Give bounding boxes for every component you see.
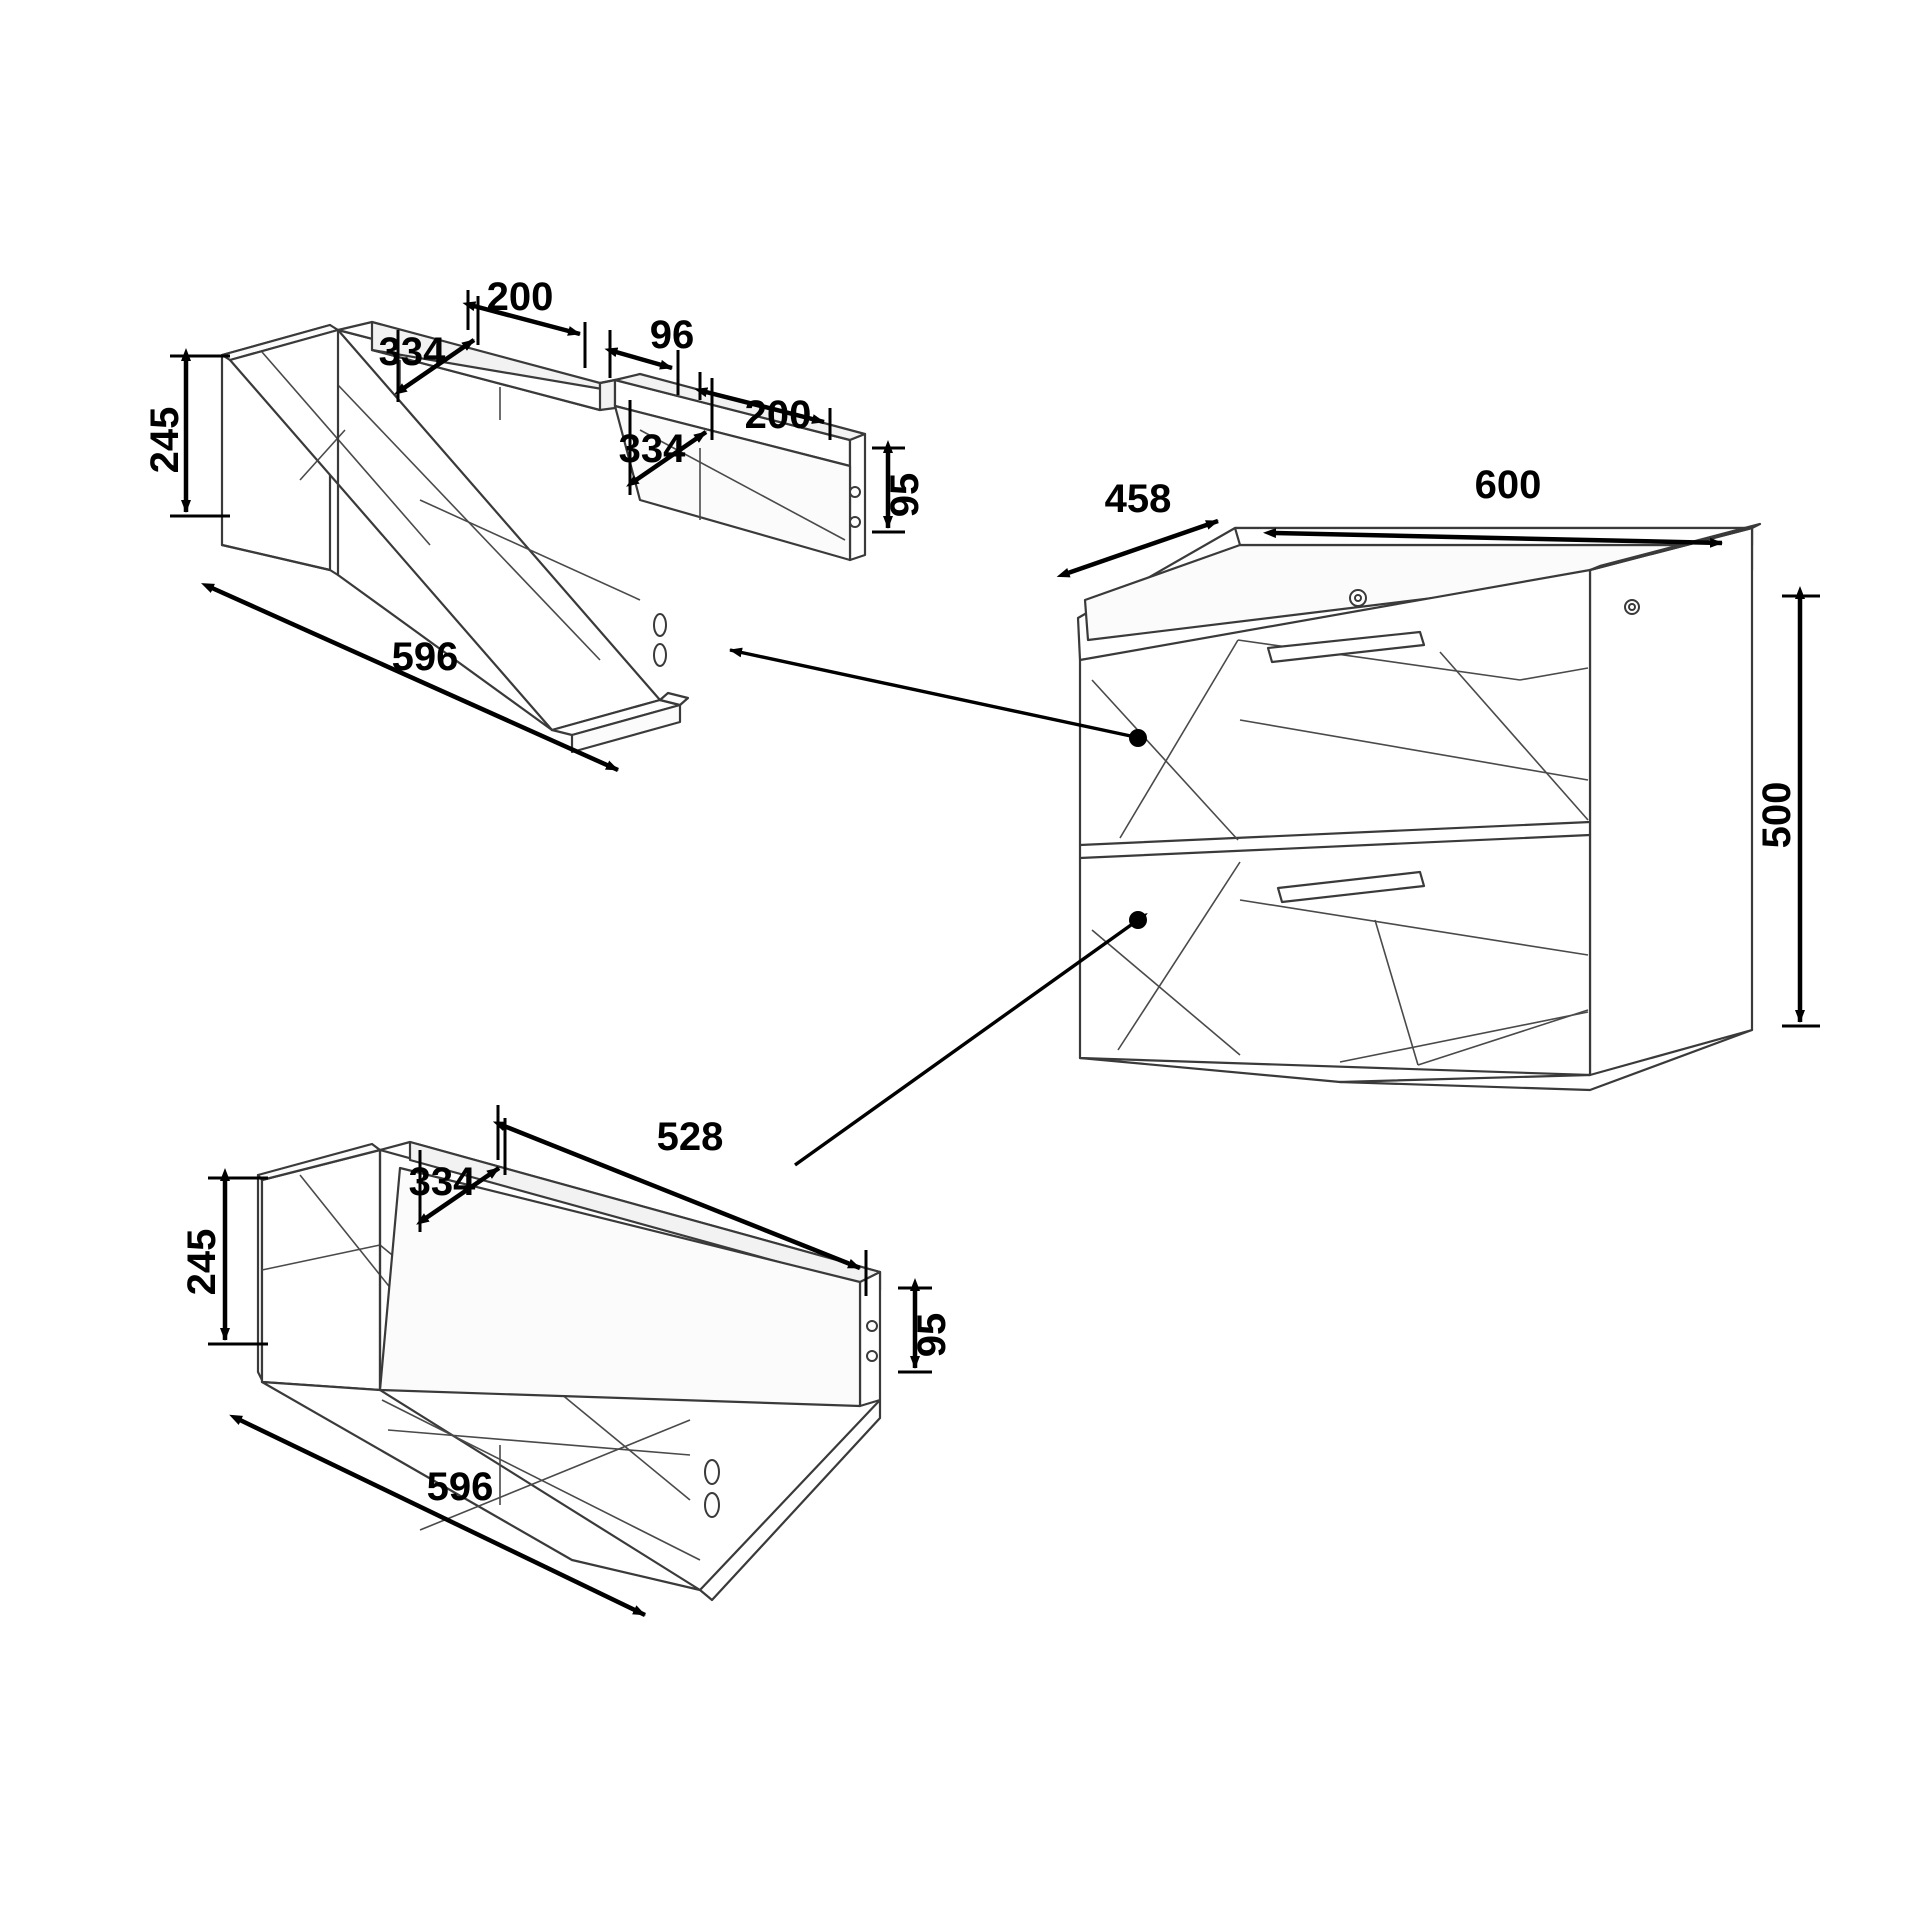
dim-label-500: 500 bbox=[1755, 781, 1799, 849]
dim-label-334-a: 334 bbox=[378, 330, 446, 374]
dim-label-334-b: 334 bbox=[618, 427, 686, 471]
dim-upper-334-a bbox=[379, 296, 478, 402]
dim-label-95-lower: 95 bbox=[910, 1312, 954, 1358]
dim-label-200-b: 200 bbox=[744, 393, 812, 437]
dim-label-458: 458 bbox=[1104, 477, 1172, 521]
dim-upper-245 bbox=[143, 356, 230, 516]
dim-label-200-a: 200 bbox=[486, 275, 554, 319]
dim-label-596-upper: 596 bbox=[391, 635, 459, 679]
dim-upper-95 bbox=[872, 448, 927, 532]
dim-label-96: 96 bbox=[649, 313, 695, 357]
dim-label-245-upper: 245 bbox=[143, 406, 187, 474]
dim-lower-245 bbox=[180, 1178, 268, 1344]
part-lower-drawer bbox=[258, 1142, 880, 1600]
dim-label-334-lower: 334 bbox=[408, 1160, 476, 1204]
dim-label-245-lower: 245 bbox=[180, 1228, 224, 1296]
dim-label-600: 600 bbox=[1474, 463, 1542, 507]
part-upper-drawer bbox=[222, 322, 865, 752]
dim-label-95-upper: 95 bbox=[883, 472, 927, 518]
dim-lower-95 bbox=[898, 1288, 954, 1372]
dim-cabinet-500 bbox=[1755, 596, 1820, 1026]
part-cabinet bbox=[1078, 524, 1760, 1090]
dim-label-596-lower: 596 bbox=[426, 1465, 494, 1509]
dim-label-528: 528 bbox=[656, 1115, 724, 1159]
